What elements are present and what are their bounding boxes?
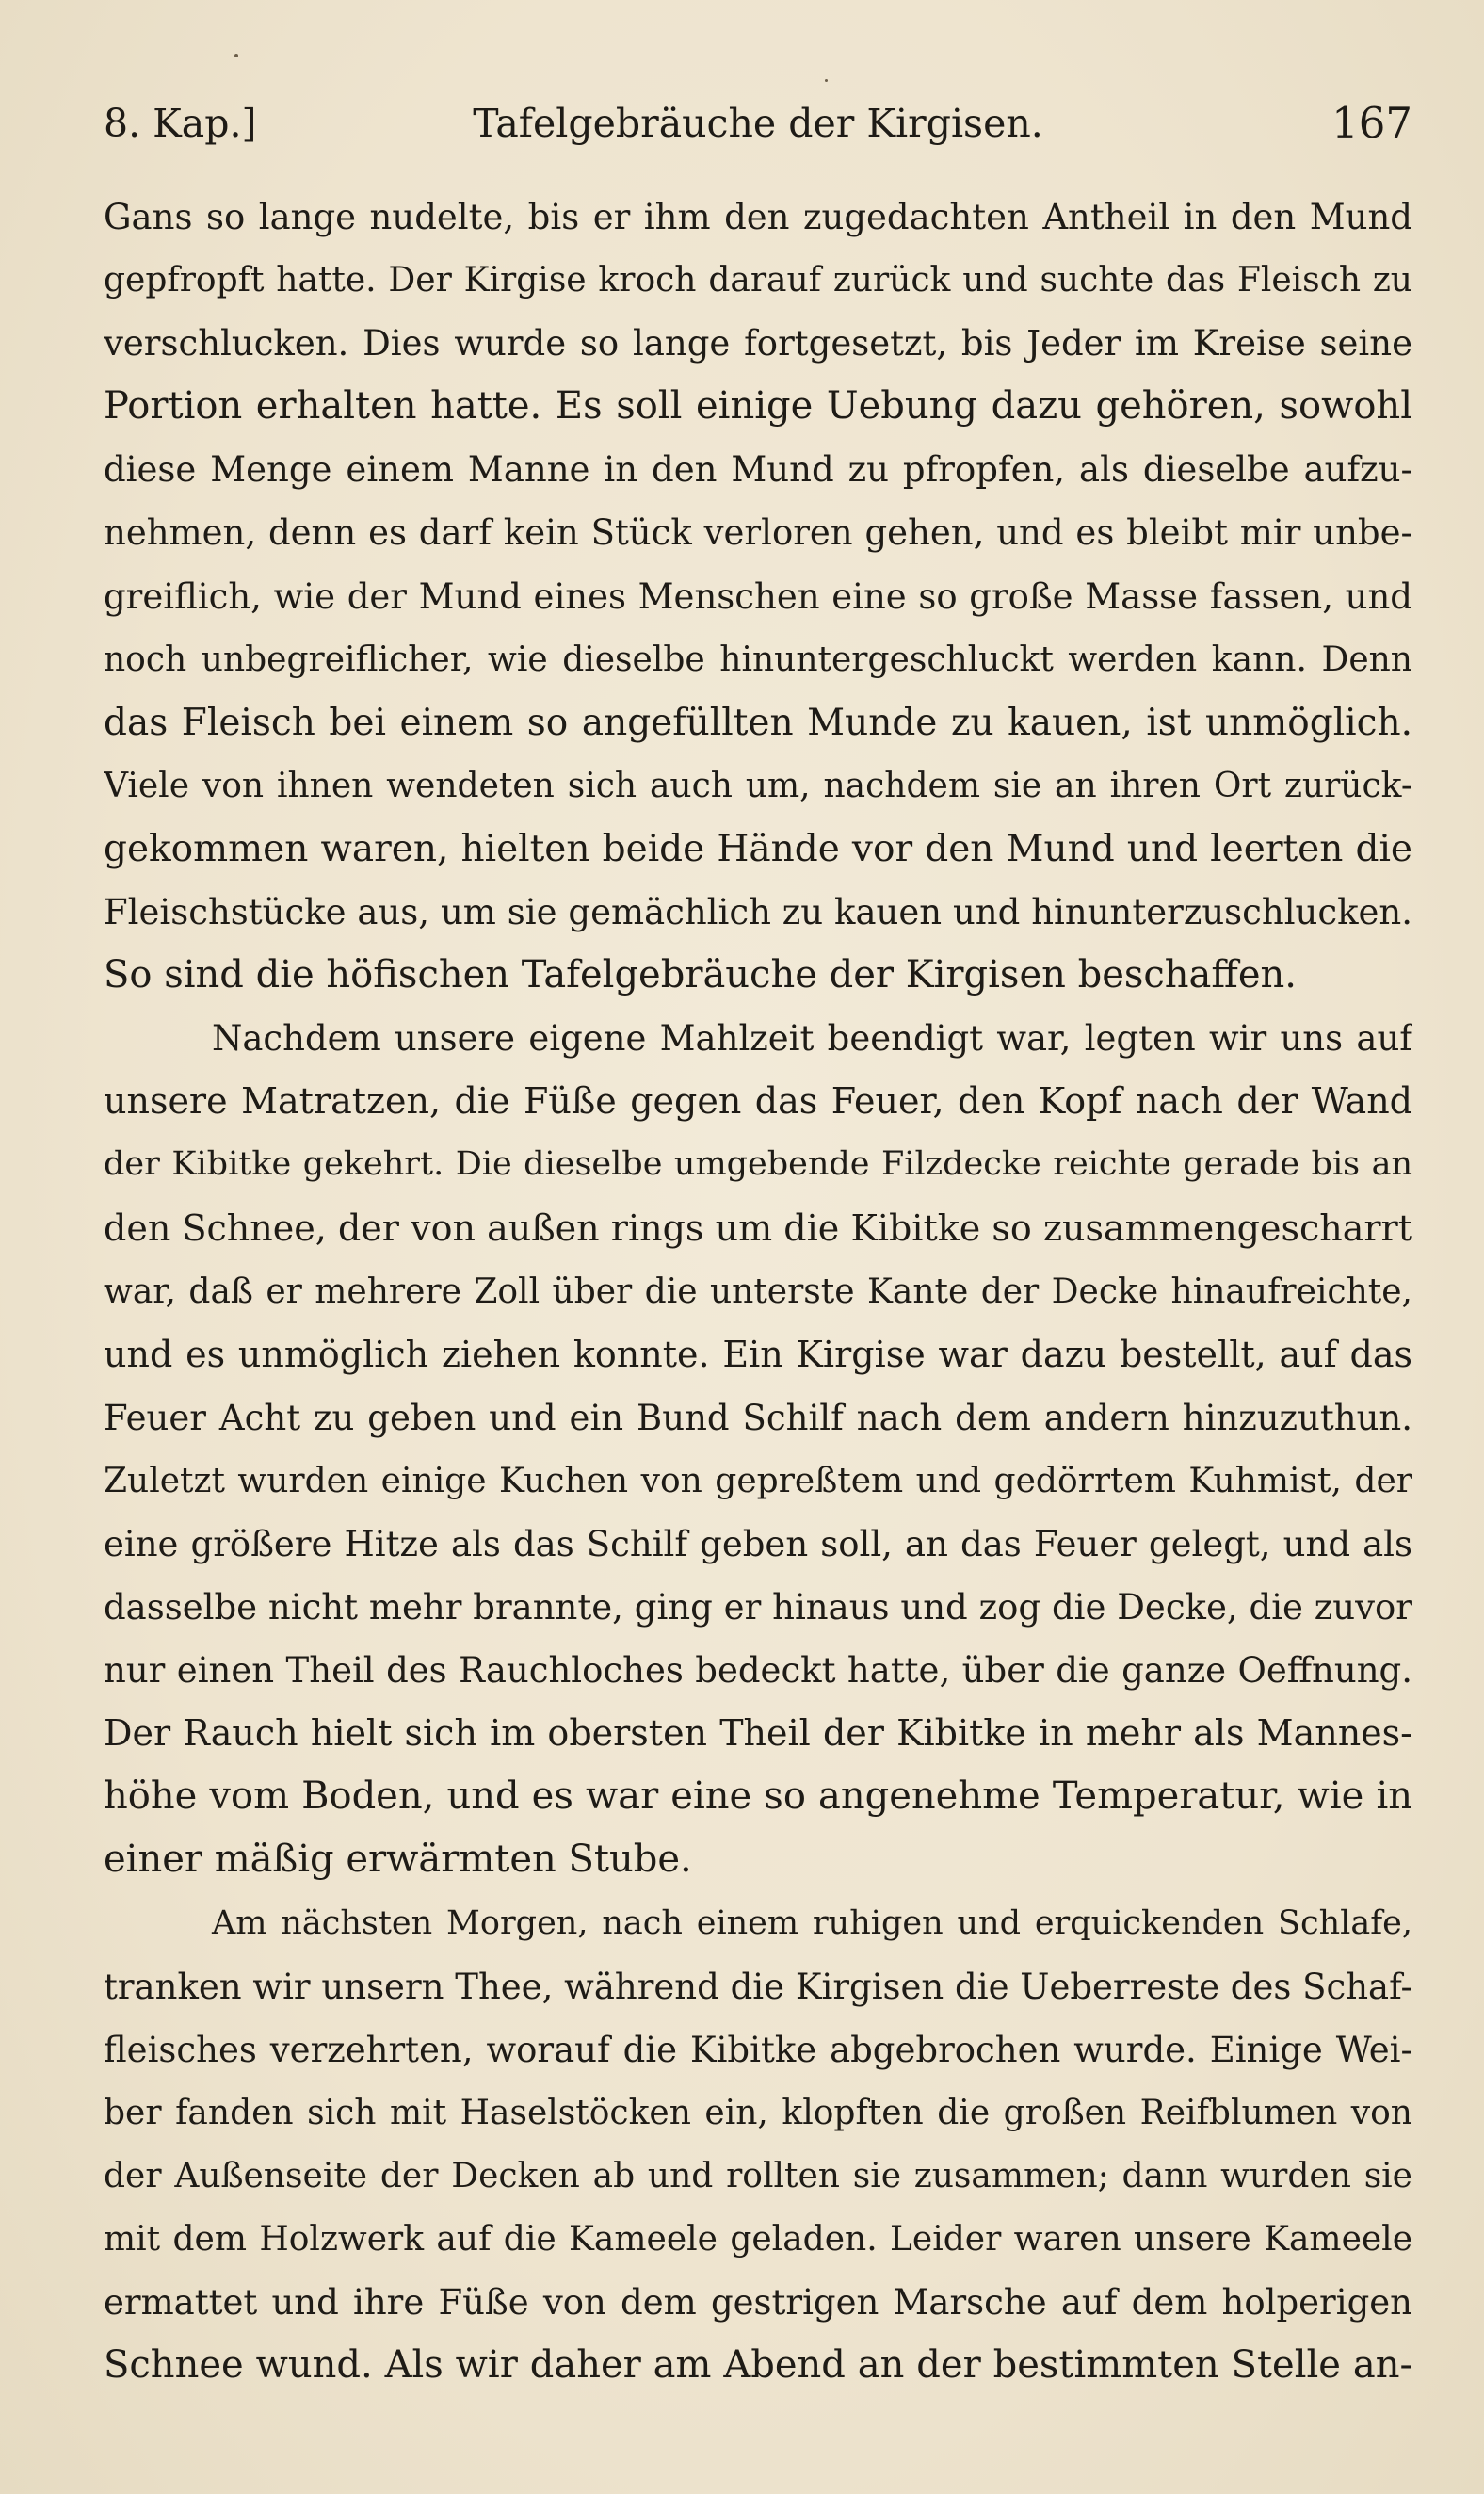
text-line: nur einen Theil des Rauchloches bedeckt hatte, über die ganze Oeffnung.: [104, 1650, 1412, 1692]
text-line: war, daß er mehrere Zoll über die unterste Kante der Decke hinaufreichte,: [104, 1271, 1412, 1311]
text-line: Portion erhalten hatte. Es soll einige Uebung dazu gehören, sowohl: [104, 384, 1412, 429]
text-line: mit dem Holzwerk auf die Kameele geladen. Leider waren unsere Kameele: [104, 2220, 1412, 2259]
text-line: ermattet und ihre Füße von dem gestrigen Marsche auf dem holperigen: [104, 2282, 1412, 2324]
text-line: Der Rauch hielt sich im obersten Theil der Kibitke in mehr als Mannes-: [104, 1712, 1412, 1755]
running-header: [104, 90, 1412, 156]
text-line: tranken wir unsern Thee, während die Kirgisen die Ueberreste des Schaf-: [104, 1966, 1412, 2007]
text-line: höhe vom Boden, und es war eine so angenehme Temperatur, wie in: [104, 1774, 1412, 1819]
text-line: fleisches verzehrten, worauf die Kibitke abgebrochen wurde. Einige Wei-: [104, 2029, 1412, 2070]
text-line: gekommen waren, hielten beide Hände vor den Mund und leerten die: [104, 827, 1412, 870]
paper-speck: [825, 79, 828, 82]
text-line: Viele von ihnen wendeten sich auch um, nachdem sie an ihren Ort zurück-: [104, 766, 1412, 805]
paragraph-first-line: Am nächsten Morgen, nach einem ruhigen und erquickenden Schlafe,: [212, 1903, 1412, 1942]
text-line: greiflich, wie der Mund eines Menschen eine so große Masse fassen, und: [104, 575, 1412, 617]
text-line: unsere Matratzen, die Füße gegen das Feuer, den Kopf nach der Wand: [104, 1080, 1412, 1123]
paragraph-first-line: Nachdem unsere eigene Mahlzeit beendigt war, legten wir uns auf: [212, 1018, 1412, 1060]
body-text: [104, 186, 1412, 2397]
text-line: nehmen, denn es darf kein Stück verloren gehen, und es bleibt mir unbe-: [104, 512, 1412, 554]
text-line: gepfropft hatte. Der Kirgise kroch darauf zurück und suchte das Fleisch zu: [104, 261, 1412, 300]
paper-speck: [234, 54, 238, 57]
page-number: 167: [1331, 98, 1412, 148]
text-line: Fleischstücke aus, um sie gemächlich zu kauen und hinunterzuschlucken.: [104, 892, 1412, 933]
text-line: der Außenseite der Decken ab und rollten sie zusammen; dann wurden sie: [104, 2156, 1412, 2195]
text-line: Gans so lange nudelte, bis er ihm den zugedachten Antheil in den Mund: [104, 197, 1412, 237]
text-line: noch unbegreiflicher, wie dieselbe hinuntergeschluckt werden kann. Denn: [104, 640, 1412, 679]
text-line: und es unmöglich ziehen konnte. Ein Kirgise war dazu bestellt, auf das: [104, 1333, 1412, 1375]
text-line: Schnee wund. Als wir daher am Abend an der bestimmten Stelle an-: [104, 2343, 1412, 2388]
text-line: der Kibitke gekehrt. Die dieselbe umgebende Filzdecke reichte gerade bis an: [104, 1145, 1412, 1184]
text-line: ber fanden sich mit Haselstöcken ein, klopften die großen Reifblumen von: [104, 2093, 1412, 2132]
paragraph-end-line: So sind die höfischen Tafelgebräuche der Kirgisen beschaffen.: [104, 953, 1297, 997]
text-line: den Schnee, der von außen rings um die Kibitke so zusammengescharrt: [104, 1207, 1412, 1249]
text-line: das Fleisch bei einem so angefüllten Munde zu kauen, ist unmöglich.: [104, 701, 1412, 744]
chapter-label: 8. Kap.]: [104, 101, 257, 146]
text-line: Zuletzt wurden einige Kuchen von gepreßtem und gedörrtem Kuhmist, der: [104, 1461, 1412, 1500]
running-title: Tafelgebräuche der Kirgisen.: [473, 101, 1043, 146]
text-line: dasselbe nicht mehr brannte, ging er hinaus und zog die Decke, die zuvor: [104, 1587, 1412, 1628]
text-line: verschlucken. Dies wurde so lange fortgesetzt, bis Jeder im Kreise seine: [104, 323, 1412, 364]
text-line: Feuer Acht zu geben und ein Bund Schilf nach dem andern hinzuzuthun.: [104, 1397, 1412, 1438]
text-line: diese Menge einem Manne in den Mund zu pfropfen, als dieselbe aufzu-: [104, 449, 1412, 491]
text-line: eine größere Hitze als das Schilf geben soll, an das Feuer gelegt, und als: [104, 1523, 1412, 1564]
paragraph-end-line: einer mäßig erwärmten Stube.: [104, 1838, 692, 1882]
